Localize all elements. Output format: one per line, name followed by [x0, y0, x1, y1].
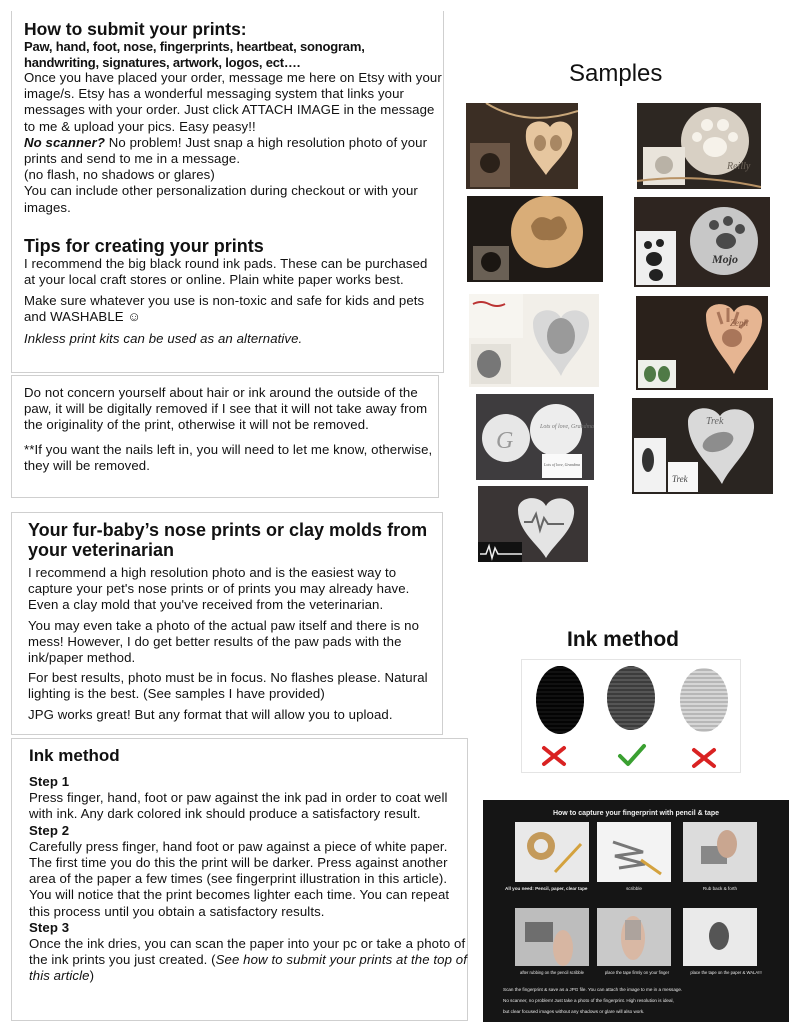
- nose-paragraph-4: JPG works great! But any format that will allow you to upload.: [28, 706, 393, 722]
- ink-method-figure-title: Ink method: [567, 628, 680, 651]
- hair-notice-box: [11, 375, 439, 498]
- trek-label: Trek: [706, 416, 724, 427]
- heart-fingerprint-image: [469, 294, 599, 387]
- zeph-label: Zeph: [730, 318, 748, 328]
- no-scanner-lead: No scanner?: [24, 134, 105, 150]
- step-1-label: Step 1: [29, 774, 70, 789]
- step-3-text-main: Once the ink dries, you can scan the paper into your pc or take a photo of the ink prints you just created. (: [29, 936, 466, 968]
- pencil-tape-panel: [483, 800, 789, 1022]
- step-1-text: Press finger, hand, foot or paw against the ink pad in order to coat well with ink. Any dark colored ink should produce a satisfactory result.: [29, 790, 448, 822]
- mojo-label: Mojo: [712, 252, 739, 266]
- sample-photo-heartbeat: [478, 486, 588, 562]
- step-3-text: [29, 936, 467, 985]
- lots-of-love-image: [476, 394, 594, 480]
- sample-photo-gold-nose: [467, 196, 603, 282]
- tips-paragraph-3: Inkless print kits can be used as an alternative.: [24, 330, 303, 346]
- step-photo-tape: [515, 822, 589, 882]
- nose-paragraph-3: For best results, photo must be in focus. No flashes please. Natural lighting is the best. (See samples I have provided): [28, 670, 428, 702]
- love-small-label: Lots of love, Grandma: [544, 462, 580, 467]
- caption-all-you-need: All you need: Pencil, paper, clear tape: [505, 886, 588, 891]
- paw-reilly-image: [637, 103, 761, 189]
- gold-nose-image: [467, 196, 603, 282]
- hair-paragraph-2: **If you want the nails left in, you will need to let me know, otherwise, they will be removed.: [24, 441, 433, 473]
- pencil-tape-title: How to capture your fingerprint with pencil & tape: [552, 810, 720, 817]
- no-scanner-text: No problem! Just snap a high resolution photo of your prints and send to me in a message.: [24, 134, 428, 167]
- heart-nose-image: [466, 103, 578, 189]
- no-scanner-paragraph: [24, 135, 442, 167]
- green-check-icon: [620, 746, 644, 764]
- sample-photo-paw-reilly: [637, 103, 761, 189]
- step-photo-tape-finger: [597, 908, 671, 966]
- ink-method-box: [11, 738, 468, 1021]
- step-2-label: Step 2: [29, 822, 70, 838]
- caption-scribble: scribble: [626, 886, 642, 891]
- red-x-icon: [544, 748, 564, 764]
- submit-tips-box: [11, 11, 444, 373]
- foot-trek-image: [632, 398, 773, 494]
- step-2-text: Carefully press finger, hand foot or paw against a piece of white paper. The first time you do this the print will be darker. Press against another area of the paper a few times (see fingerprint illustration in this article). You will notice that the print becomes lighter each time. You can repeat this process until you obtain a satisfactory results.: [29, 838, 450, 919]
- step-photo-scribble: [597, 822, 671, 882]
- nose-paragraph-2: You may even take a photo of the actual paw itself and there is no mess! However, I do get better results of the paw pads with the ink/paper method.: [28, 617, 419, 666]
- nose-title: Your fur-baby’s nose prints or clay molds from your veterinarian: [28, 520, 428, 560]
- sample-photo-lots-of-love: [476, 394, 594, 480]
- caption-after-rubbing: after rubbing on the pencil scribble: [519, 970, 584, 975]
- step-photo-final-print: [683, 908, 757, 966]
- paw-mojo-image: [634, 197, 770, 287]
- pencil-tape-note-2: No scanner, no problem! Just take a photo of the fingerprint. High resolution is ideal,: [503, 998, 674, 1003]
- caption-tape-finger: place the tape firmly on your finger: [604, 970, 670, 975]
- step-3-text-italic: See how to submit your prints at the top of this article: [29, 952, 467, 984]
- ink-title: Ink method: [29, 746, 120, 765]
- step-photo-after-rub: [515, 908, 589, 966]
- love-g-label: G: [496, 428, 514, 454]
- submit-subtitle: Paw, hand, foot, nose, fingerprints, heartbeat, sonogram, handwriting, signatures, artwork, logos, ect….: [24, 39, 365, 70]
- tips-paragraph-2: Make sure whatever you use is non-toxic and safe for kids and pets and WASHABLE ☺: [24, 293, 425, 325]
- trek-label-2: Trek: [672, 474, 688, 484]
- fingerprint-comparison: [521, 659, 741, 773]
- pencil-tape-note-3: but clear focused images without any shadows or glare will also work.: [503, 1009, 645, 1014]
- sample-photo-foot-trek: [632, 398, 773, 494]
- sample-photo-paw-mojo: [634, 197, 770, 287]
- tips-title: Tips for creating your prints: [24, 235, 264, 256]
- caption-tape-paper: place the tape on the paper & WALA!!!: [690, 970, 762, 975]
- nose-paragraph-1: I recommend a high resolution photo and is the easiest way to capture your pet's nose prints or of prints you may already have. Even a clay mold that you've received from the veterinarian.: [28, 565, 410, 613]
- sample-photo-heart-nose: [466, 103, 578, 189]
- reilly-label: Reilly: [727, 161, 751, 172]
- no-flash-note: (no flash, no shadows or glares): [24, 167, 215, 183]
- submit-title: How to submit your prints:: [24, 19, 247, 39]
- step-3-label: Step 3: [29, 919, 70, 935]
- submit-paragraph-1: Once you have placed your order, message me here on Etsy with your image/s. Etsy has a wonderful messaging system that links your messages with your order. Just click ATTACH IMAGE in the message to me & upload your pics. Easy peasy!!: [24, 70, 442, 134]
- heartbeat-image: [478, 486, 588, 562]
- sample-photo-hand-zeph: [636, 296, 768, 390]
- caption-rub: Rub back & forth: [702, 886, 738, 891]
- hair-paragraph-1: Do not concern yourself about hair or ink around the outside of the paw, it will be digitally removed if I see that it will not take away from the originality of the print, otherwise it will not be removed.: [24, 385, 428, 433]
- fingerprint-figure: [522, 660, 740, 772]
- red-x-icon: [694, 750, 714, 766]
- sample-photo-heart-fingerprint: [469, 294, 599, 387]
- samples-title: Samples: [569, 60, 663, 87]
- love-label: Lots of love, Grandma: [540, 424, 594, 430]
- pencil-tape-note-1: Scan the fingerprint & save as a JPG file. You can attach the image to me in a message.: [503, 987, 683, 992]
- hand-zeph-image: [636, 296, 768, 390]
- step-photo-rub: [683, 822, 757, 882]
- nose-prints-box: [11, 512, 443, 735]
- submit-paragraph-3: You can include other personalization during checkout or with your images.: [24, 183, 418, 215]
- step-3-text-end: ): [89, 968, 95, 984]
- tips-paragraph-1: I recommend the big black round ink pads. These can be purchased at your local craft stores or online. Plain white paper works best.: [24, 255, 428, 288]
